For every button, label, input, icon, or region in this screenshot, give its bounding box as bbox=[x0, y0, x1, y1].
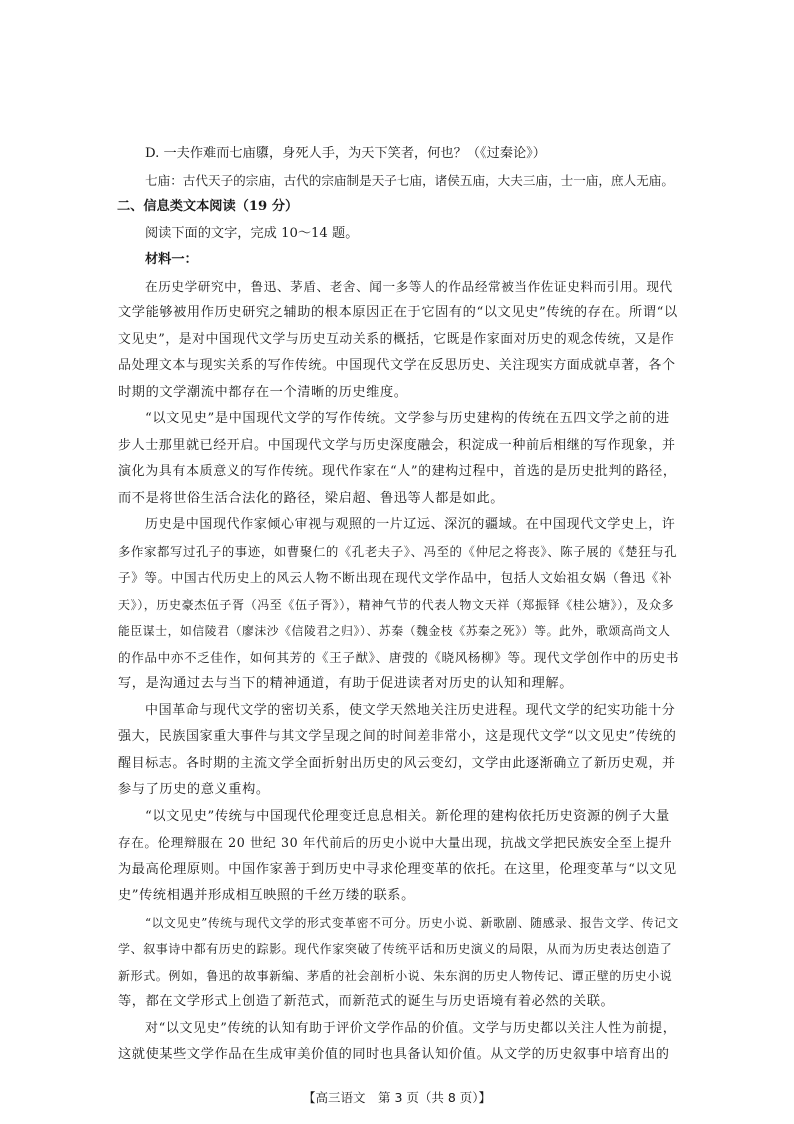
option-d: D. 一夫作难而七庙隳，身死人手，为天下笑者，何也？（《过秦论》） bbox=[145, 146, 546, 161]
paragraph bbox=[118, 406, 678, 512]
paragraph-line: 中国革命与现代文学的密切关系，使文学天然地关注历史进程。现代文学的纪实功能十分 bbox=[145, 702, 676, 718]
option-d-note: 七庙：古代天子的宗庙，古代的宗庙制是天子七庙，诸侯五庙，大夫三庙，士一庙，庶人无庙。 bbox=[145, 172, 674, 188]
paragraph-line: 而不是将世俗生活合法化的路径，梁启超、鲁迅等人都是如此。 bbox=[118, 490, 505, 506]
paragraph bbox=[118, 910, 678, 1016]
article-body bbox=[118, 274, 678, 1069]
paragraph-line: 这就使某些文学作品在生成审美价值的同时也具备认知价值。从文学的历史叙事中培育出的 bbox=[118, 1047, 670, 1062]
paragraph bbox=[118, 804, 678, 910]
paragraph-line: “以文见史”传统与中国现代伦理变迁息息相关。新伦理的建构依托历史资源的例子大量 bbox=[145, 808, 670, 824]
material-label: 材料一： bbox=[145, 252, 198, 267]
paragraph bbox=[118, 1016, 678, 1069]
paragraph-line: 演化为具有本质意义的写作传统。现代作家在“人”的建构过程中，首选的是历史批判的路径， bbox=[118, 464, 677, 479]
section-title: 二、信息类文本阅读（19 分） bbox=[117, 199, 299, 214]
paragraph-line: 文见史”，是对中国现代文学与历史互动关系的概括，它既是作家面对历史的观念传统，又是作 bbox=[118, 331, 675, 347]
paragraph-line: 时期的文学潮流中都存在一个清晰的历史维度。 bbox=[118, 384, 408, 400]
paragraph bbox=[118, 274, 678, 407]
paragraph-line: 为最高伦理原则。中国作家善于到历史中寻求伦理变革的依托。在这里，伦理变革与“以文见 bbox=[118, 861, 677, 877]
paragraph-line: 历史是中国现代作家倾心审视与观照的一片辽远、深沉的疆域。在中国现代文学史上，许 bbox=[145, 517, 676, 532]
paragraph-line: 多作家都写过孔子的事迹，如曹聚仁的《孔老夫子》、冯至的《仲尼之将丧》、陈子展的《楚狂与孔 bbox=[118, 543, 678, 559]
paragraph-line: 等，都在文学形式上创造了新范式，而新范式的诞生与历史语境有着必然的关联。 bbox=[118, 994, 615, 1009]
paragraph-line: 子》等。中国古代历史上的风云人物不断出现在现代文学作品中，包括人文始祖女娲（鲁迅《补 bbox=[118, 570, 673, 585]
paragraph-line: 学、叙事诗中都有历史的踪影。现代作家突破了传统平话和历史演义的局限，从而为历史表达创造了 bbox=[118, 942, 673, 956]
paragraph-line: 存在。伦理辩服在 20 世纪 30 年代前后的历史小说中大量出现，抗战文学把民族安全至上提升 bbox=[118, 835, 673, 850]
paragraph-line: 新形式。例如，鲁迅的故事新编、茅盾的社会剖析小说、朱东润的历史人物传记、谭正壁的历史小说 bbox=[118, 968, 673, 983]
paragraph-line: “以文见史”传统与现代文学的形式变革密不可分。历史小说、新歌剧、随感录、报告文学、传记文 bbox=[145, 915, 679, 930]
paragraph-line: 文学能够被用作历史研究之辅助的根本原因正在于它固有的“以文见史”传统的存在。所谓“以 bbox=[118, 305, 678, 320]
paragraph-line: 对“以文见史”传统的认知有助于评价文学作品的价值。文学与历史都以关注人性为前提， bbox=[145, 1020, 677, 1036]
paragraph-line: 史”传统相遇并形成相互映照的千丝万缕的联系。 bbox=[118, 888, 415, 903]
page-footer: 【高三语文 第 3 页（共 8 页）】 bbox=[302, 1090, 492, 1105]
paragraph-line: 在历史学研究中，鲁迅、茅盾、老舍、闻一多等人的作品经常被当作佐证史料而引用。现代 bbox=[145, 278, 673, 294]
paragraph-line: 参与了历史的意义重构。 bbox=[118, 782, 270, 797]
paragraph-line: 天》），历史豪杰伍子胥（冯至《伍子胥》），精神气节的代表人物文天祥（郑振铎《桂公塘》），及众多 bbox=[118, 597, 675, 612]
paragraph-line: 强大，民族国家重大事件与其文学呈现之间的时间差非常小，这是现代文学“以文见史”传统的 bbox=[118, 729, 677, 744]
paragraph bbox=[118, 698, 678, 804]
paragraph-line: 步人士那里就已经开启。中国现代文学与历史深度融会，积淀成一种前后相继的写作现象，并 bbox=[118, 437, 676, 453]
paragraph-line: “以文见史”是中国现代文学的写作传统。文学参与历史建构的传统在五四文学之前的进 bbox=[145, 411, 670, 426]
paragraph-line: 写，是沟通过去与当下的精神通道，有助于促进读者对历史的认知和理解。 bbox=[118, 676, 573, 691]
paragraph-line: 醒目标志。各时期的主流文学全面折射出历史的风云变幻，文学由此逐渐确立了新历史观，并 bbox=[118, 755, 676, 771]
paragraph bbox=[118, 512, 678, 698]
page-content bbox=[118, 141, 678, 1069]
paragraph-line: 的作品中亦不乏佳作，如何其芳的《王子猷》、唐弢的《晓风杨柳》等。现代文学创作中的历史书 bbox=[118, 649, 680, 665]
paragraph-line: 品处理文本与现实关系的写作传统。中国现代文学在反思历史、关注现实方面成就卓著，各个 bbox=[118, 358, 676, 373]
instruction: 阅读下面的文字，完成 10～14 题。 bbox=[145, 225, 359, 241]
paragraph-line: 能臣谋士，如信陵君（廖沫沙《信陵君之归》）、苏秦（魏金枝《苏秦之死》）等。此外，歌颂高尚文人 bbox=[118, 624, 671, 638]
